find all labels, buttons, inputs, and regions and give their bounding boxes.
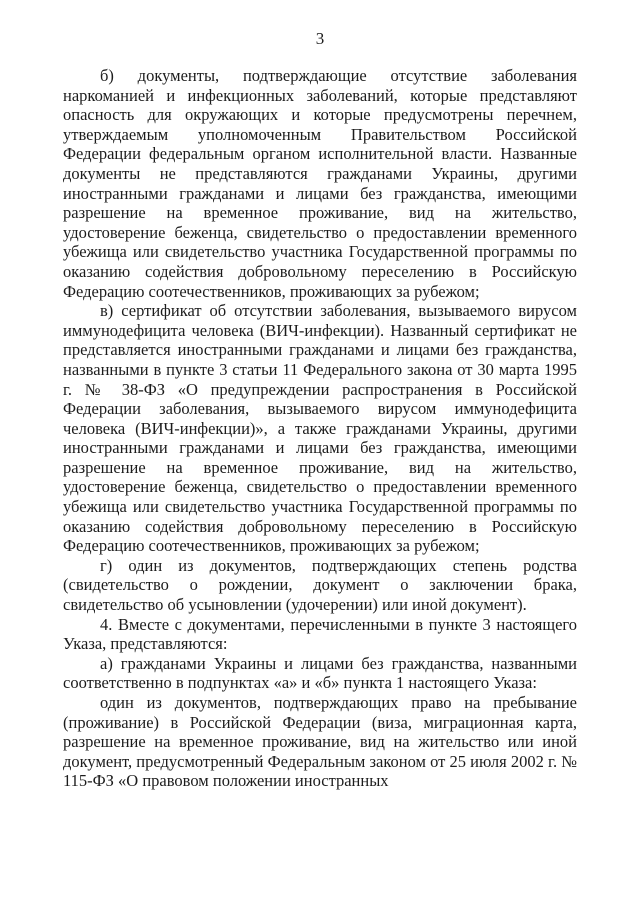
paragraph-item-b: б) документы, подтверждающие отсутствие заболевания наркоманией и инфекционных заболеваний, которые представляют опасность для окружающих и которые предусмотрены перечнем, утверждаемым уполномоченным Правительством Российской Федерации федеральным органом исполнительной власти. Названные документы не представляются гражданами Украины, другими иностранными гражданами и лицами без гражданства, имеющими разрешение на временное проживание, вид на жительство, удостоверение беженца, свидетельство о предоставлении временного убежища или свидетельство участника Государственной программы по оказанию содействия добровольному переселению в Российскую Федерацию соотечественников, проживающих за рубежом;: [63, 66, 577, 301]
paragraph-item-v: в) сертификат об отсутствии заболевания, вызываемого вирусом иммунодефицита человека (ВИЧ-инфекции). Названный сертификат не представляется иностранными гражданами и лицами без гражданства, названными в пункте 3 статьи 11 Федерального закона от 30 марта 1995 г. № 38-ФЗ «О предупреждении распространения в Российской Федерации заболевания, вызываемого вирусом иммунодефицита человека (ВИЧ-инфекции)», а также гражданами Украины, другими иностранными гражданами и лицами без гражданства, имеющими разрешение на временное проживание, вид на жительство, удостоверение беженца, свидетельство о предоставлении временного убежища или свидетельство участника Государственной программы по оказанию содействия добровольному переселению в Российскую Федерацию соотечественников, проживающих за рубежом;: [63, 301, 577, 556]
page-number: 3: [315, 29, 325, 48]
document-body: [63, 66, 577, 791]
paragraph-item-a: а) гражданами Украины и лицами без гражданства, названными соответственно в подпунктах «а» и «б» пункта 1 настоящего Указа:: [63, 653, 577, 693]
paragraph-point-4: 4. Вместе с документами, перечисленными в пункте 3 настоящего Указа, представляются:: [63, 614, 577, 654]
paragraph-residence-documents: один из документов, подтверждающих право на пребывание (проживание) в Российской Федерации (виза, миграционная карта, разрешение на временное проживание, вид на жительство или иной документ, предусмотренный Федеральным законом от 25 июля 2002 г. № 115-ФЗ «О правовом положении иностранных: [63, 693, 577, 791]
paragraph-item-g: г) один из документов, подтверждающих степень родства (свидетельство о рождении, документ о заключении брака, свидетельство об усыновлении (удочерении) или иной документ).: [63, 555, 577, 615]
